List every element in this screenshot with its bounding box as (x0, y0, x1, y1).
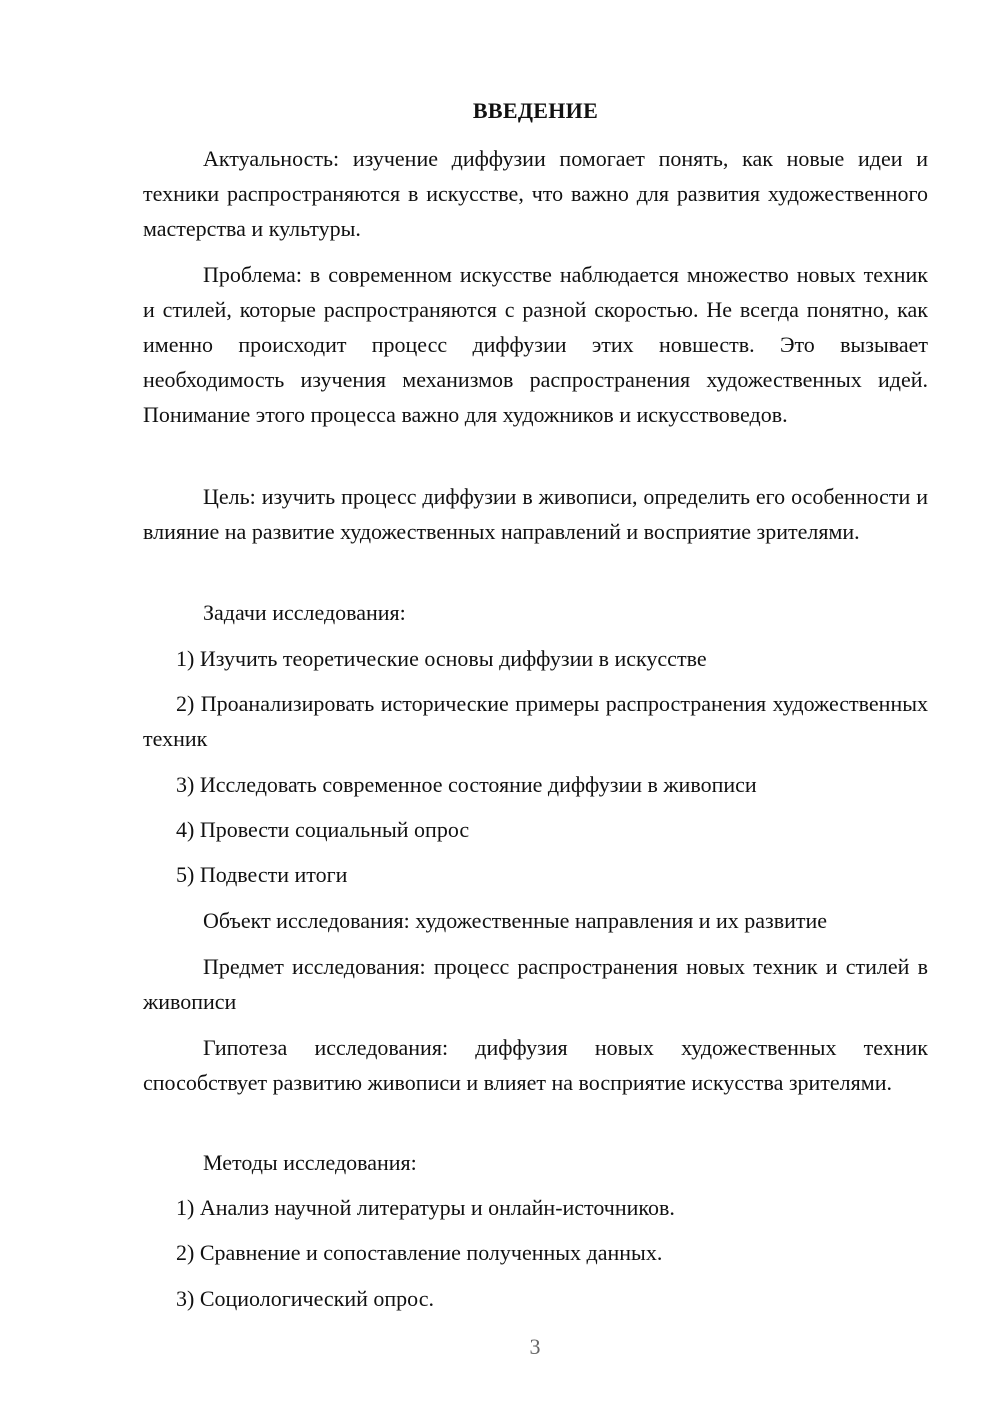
tasks-title: Задачи исследования: (203, 600, 406, 625)
hypothesis-paragraph: Гипотеза исследования: диффузия новых художественных техник способствует развитию живописи и влияет на восприятие искусства зрителями. (143, 1035, 928, 1095)
section-heading: ВВЕДЕНИЕ (472, 98, 599, 123)
task-item-5: 5) Подвести итоги (176, 862, 348, 887)
relevance-paragraph: Актуальность: изучение диффузии помогает понять, как новые идеи и техники распространяются в искусстве, что важно для развития художественного мастерства и культуры. (143, 146, 928, 241)
task-item-2: 2) Проанализировать исторические примеры распространения художественных техник (143, 691, 928, 751)
method-item-1: 1) Анализ научной литературы и онлайн-источников. (176, 1195, 675, 1220)
page-number: 3 (529, 1334, 541, 1359)
problem-paragraph: Проблема: в современном искусстве наблюдается множество новых техник и стилей, которые распространяются с разной скоростью. Не всегда понятно, как именно происходит процесс диффузии этих новшеств. Это вызывает необходимость изучения механизмов распространения художественных идей. Понимание этого процесса важно для художников и искусствоведов. (143, 262, 928, 427)
methods-title: Методы исследования: (203, 1150, 417, 1175)
subject-paragraph: Предмет исследования: процесс распространения новых техник и стилей в живописи (143, 954, 928, 1014)
task-item-3: 3) Исследовать современное состояние диффузии в живописи (176, 772, 757, 797)
method-item-2: 2) Сравнение и сопоставление полученных данных. (176, 1240, 663, 1265)
object-paragraph: Объект исследования: художественные направления и их развитие (203, 908, 828, 933)
task-item-1: 1) Изучить теоретические основы диффузии в искусстве (176, 646, 707, 671)
task-item-4: 4) Провести социальный опрос (176, 817, 470, 842)
goal-paragraph: Цель: изучить процесс диффузии в живописи, определить его особенности и влияние на развитие художественных направлений и восприятие зрителями. (143, 484, 928, 544)
method-item-3: 3) Социологический опрос. (176, 1286, 434, 1311)
